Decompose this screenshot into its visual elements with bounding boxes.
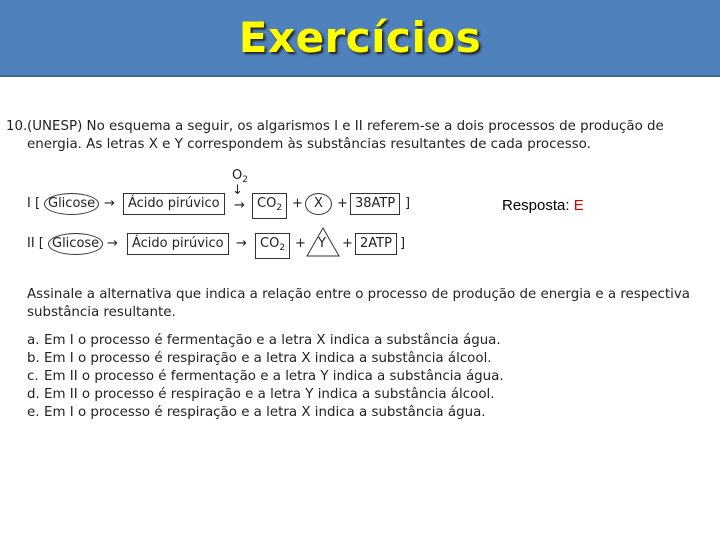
- answer: [502, 197, 584, 214]
- row1-atp-box: 38ATP: [350, 193, 400, 215]
- option-e: e. Em I o processo é respiração e a letra X indica a substância água.: [27, 405, 486, 420]
- answer-value: E: [573, 197, 584, 214]
- option-d: d. Em II o processo é respiração e a letra Y indica a substância álcool.: [27, 387, 495, 402]
- row1-close: ]: [405, 196, 411, 211]
- options-list: [27, 332, 504, 422]
- question-block: [6, 118, 718, 154]
- option-a: a. Em I o processo é fermentação e a letra X indica a substância água.: [27, 333, 501, 348]
- row1-arrow2: →: [234, 198, 245, 213]
- option-b: b. Em I o processo é respiração e a letra X indica a substância álcool.: [27, 351, 492, 366]
- row2-plus: +: [295, 236, 306, 251]
- row1-label: I [: [27, 196, 41, 211]
- option-c: c. Em II o processo é fermentação e a letra Y indica a substância água.: [27, 369, 504, 384]
- answer-label: Resposta:: [502, 197, 570, 214]
- row2-pyruvic-box: Ácido pirúvico: [127, 233, 229, 255]
- question-number: 10.: [6, 119, 28, 134]
- row1-arrow1: →: [104, 196, 115, 211]
- down-arrow-icon: ↓: [232, 183, 243, 198]
- row2-arrow2: →: [236, 236, 247, 251]
- page-title: Exercícios: [238, 13, 482, 62]
- question-text: (UNESP) No esquema a seguir, os algarismos I e II referem-se a dois processos de produção de energia. As letras X e Y correspondem às substâncias resultantes de cada processo.: [27, 119, 664, 152]
- row1-pyruvic-box: Ácido pirúvico: [123, 193, 225, 215]
- row1-x: X: [305, 193, 332, 215]
- row1-o2: $O_2$: [232, 168, 248, 185]
- title-banner: [0, 0, 720, 77]
- row2-label: II [: [27, 236, 44, 251]
- row1-co2-box: $CO_2$: [252, 193, 287, 219]
- row2-glucose: Glicose: [48, 233, 103, 255]
- row1-plus: +: [292, 196, 303, 211]
- row2-co2-box: $CO_2$: [255, 233, 290, 259]
- row2-arrow1: →: [107, 236, 118, 251]
- row1-glucose: Glicose: [44, 193, 99, 215]
- row2-y: Y: [318, 236, 326, 251]
- row2-close: ]: [400, 236, 406, 251]
- instructions-text: Assinale a alternativa que indica a relação entre o processo de produção de energia e a respectiva substância resultante.: [27, 287, 690, 320]
- row2-atp-box: 2ATP: [355, 233, 397, 255]
- row1-plus2: +: [337, 196, 348, 211]
- row2-plus2: +: [342, 236, 353, 251]
